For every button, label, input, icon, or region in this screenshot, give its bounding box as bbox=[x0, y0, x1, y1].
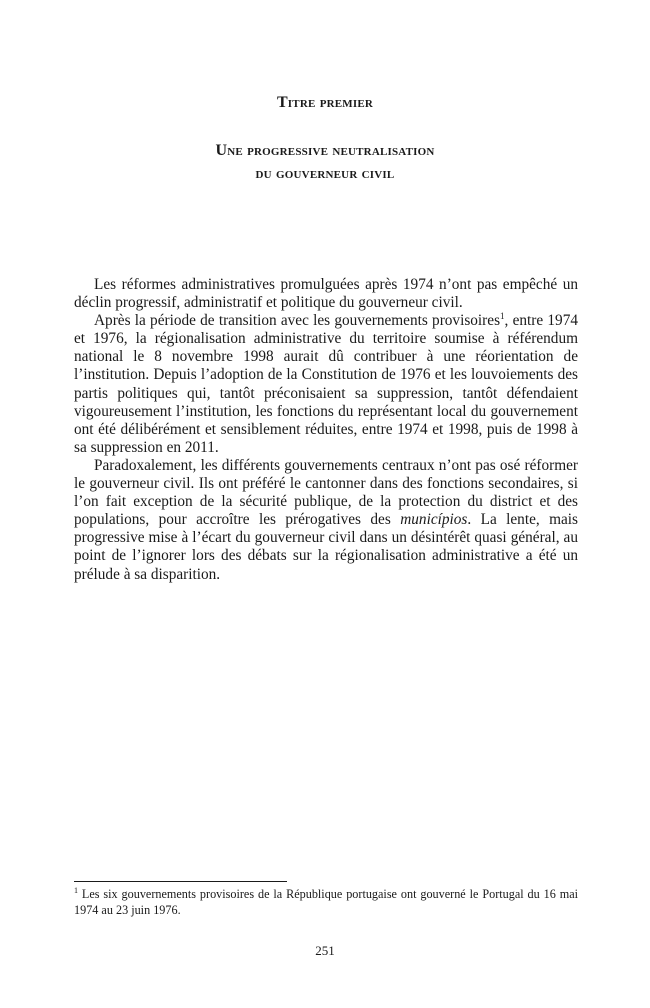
page-number: 251 bbox=[315, 943, 335, 958]
paragraph-3-start: Paradoxalement, les différents gouvernements centraux n’ont pas osé réformer le gouverneur civil. Ils ont préféré le cantonner dans des fonctions secondaires, si l’on fait exception de la sécurité publique, de la protection du district et des populations, pour accroître les prérogatives des bbox=[74, 456, 578, 529]
paragraph-3-rest: . La lente, mais progressive mise à l’écart du gouverneur civil dans un désintérêt quasi général, au point de l’ignorer lors des débats sur la régionalisation administrative a été un prélude à sa disparition. bbox=[74, 511, 578, 583]
footnote bbox=[74, 886, 578, 918]
chapter-title-line-2: du gouverneur civil bbox=[255, 165, 395, 182]
footnote-divider bbox=[74, 881, 287, 882]
paragraph-2-rest: , entre 1974 et 1976, la régionalisation administrative du territoire soumise à référendum national le 8 novembre 1998 aurait dû contribuer à une réorientation de l’institution. Depuis l’adoption de la Constitution de 1976 et les louvoiements des partis politiques qui, tantôt préconisaient sa suppression, tantôt défendaient vigoureusement l’institution, les fonctions du représentant local du gouvernement ont été délibérément et sensiblement réduites, entre 1974 et 1998, puis de 1998 à sa suppression en 2011. bbox=[74, 312, 579, 456]
body-text bbox=[74, 276, 578, 584]
paragraph-2 bbox=[74, 312, 578, 457]
footnote-text: Les six gouvernements provisoires de la République portugaise ont gouverné le Portugal du 16 mai 1974 au 23 juin 1976. bbox=[74, 887, 578, 917]
part-heading: Titre premier bbox=[276, 94, 374, 111]
footnote-number: 1 bbox=[74, 886, 78, 895]
italic-term: municípios bbox=[400, 511, 468, 529]
paragraph-1: Les réformes administratives promulguées après 1974 n’ont pas empêché un déclin progressif, administratif et politique du gouverneur civil. bbox=[74, 276, 578, 312]
paragraph-2-start: Après la période de transition avec les gouvernements provisoires bbox=[94, 312, 501, 330]
footnote-reference[interactable]: 1 bbox=[500, 311, 505, 322]
paragraph-3 bbox=[74, 457, 578, 584]
chapter-title-line-1: Une progressive neutralisation bbox=[215, 142, 435, 159]
